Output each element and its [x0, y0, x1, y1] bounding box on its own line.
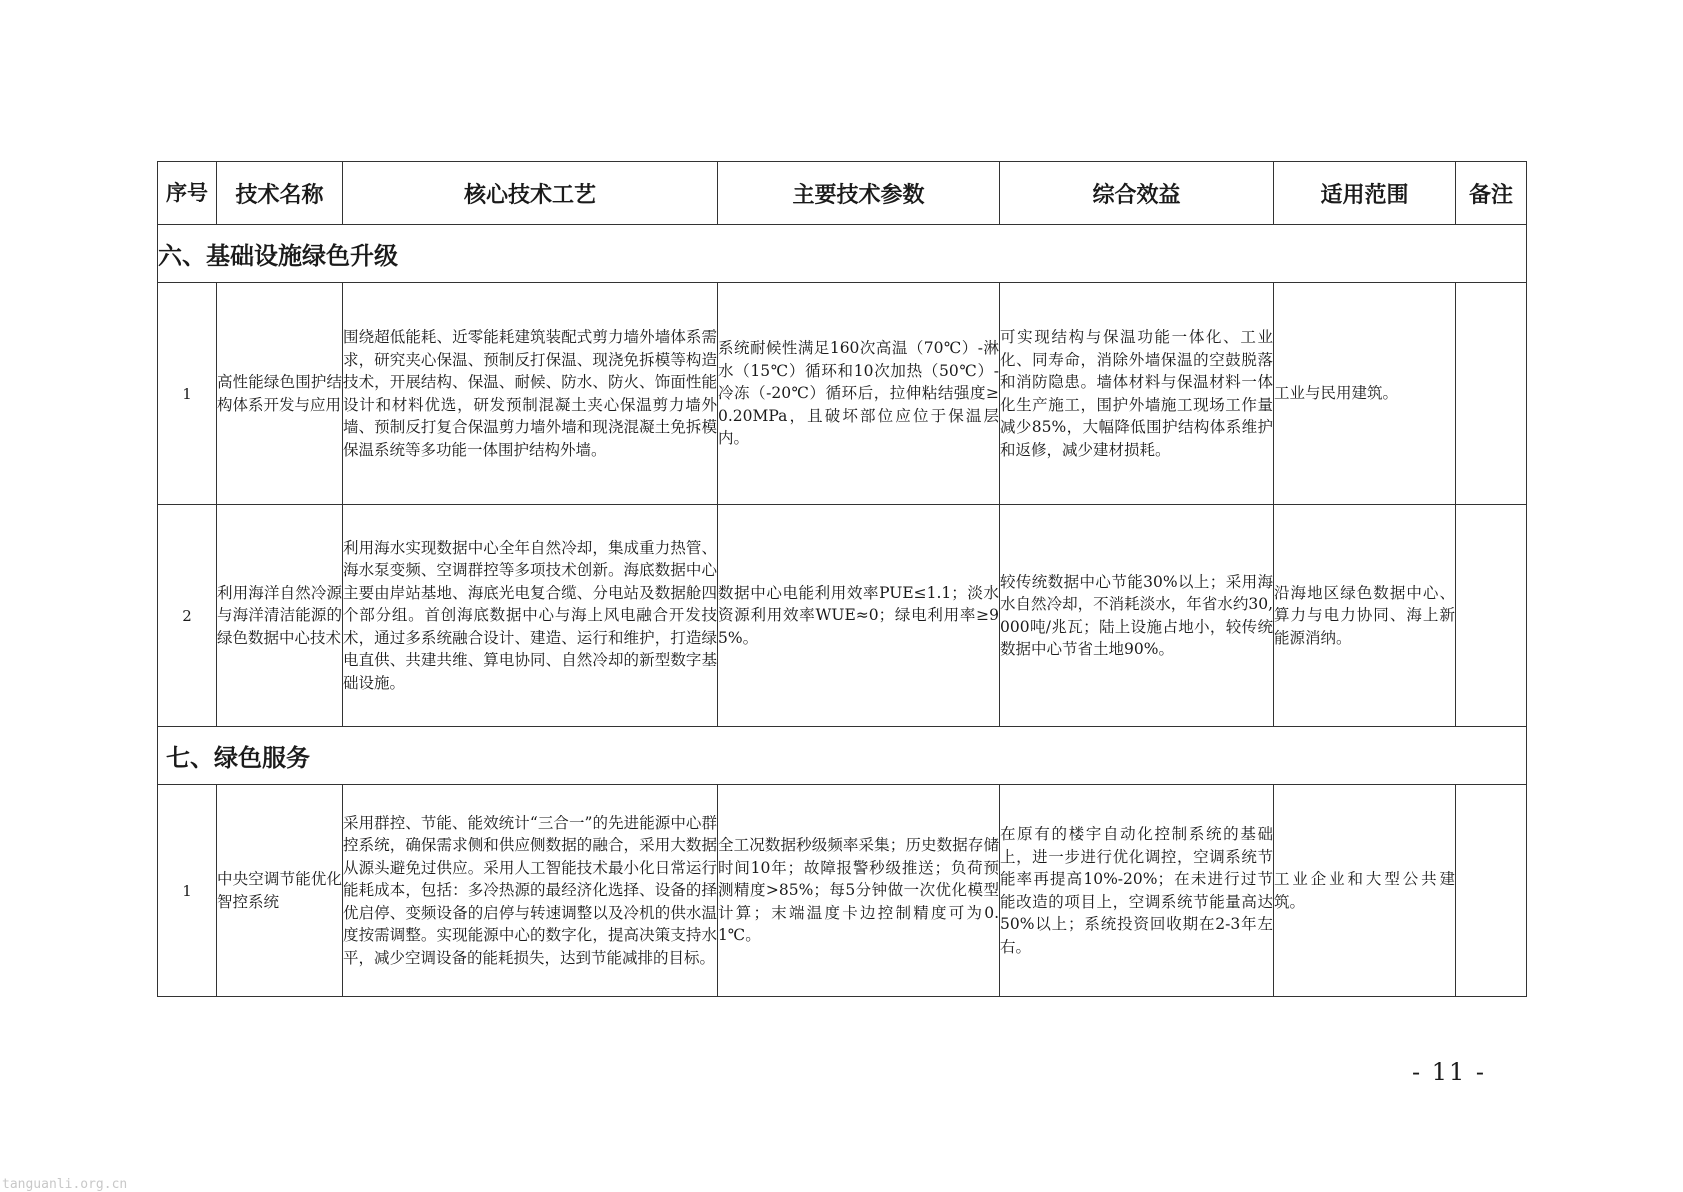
- overall-benefit: 可实现结构与保温功能一体化、工业化、同寿命，消除外墙保温的空鼓脱落和消防隐患。墙体材料与保温材料一体化生产施工，围护外墙施工现场工作量减少85%，大幅降低围护结构体系维护和返修，减少建材损耗。: [1000, 283, 1274, 505]
- tech-name: 中央空调节能优化智控系统: [217, 785, 343, 997]
- applicable-scope: 工业与民用建筑。: [1274, 283, 1456, 505]
- section-title: 七、绿色服务: [158, 727, 1527, 785]
- tech-catalog-table: [157, 161, 1527, 997]
- tech-name: 利用海洋自然冷源与海洋清洁能源的绿色数据中心技术: [217, 505, 343, 727]
- main-params: 系统耐候性满足160次高温（70℃）-淋水（15℃）循环和10次加热（50℃）-冷冻（-20℃）循环后，拉伸粘结强度≥0.20MPa，且破坏部位应位于保温层内。: [718, 283, 1000, 505]
- main-params: 全工况数据秒级频率采集；历史数据存储时间10年；故障报警秒级推送；负荷预测精度>85%；每5分钟做一次优化模型计算；末端温度卡边控制精度可为0.1℃。: [718, 785, 1000, 997]
- header-params: 主要技术参数: [718, 162, 1000, 225]
- table-header-row: [158, 162, 1527, 225]
- header-scope: 适用范围: [1274, 162, 1456, 225]
- row-number: 2: [158, 505, 217, 727]
- header-seq: 序号: [158, 162, 217, 225]
- section-row: [158, 225, 1527, 283]
- row-number: 1: [158, 785, 217, 997]
- applicable-scope: 工业企业和大型公共建筑。: [1274, 785, 1456, 997]
- header-process: 核心技术工艺: [343, 162, 718, 225]
- header-name: 技术名称: [217, 162, 343, 225]
- table-row: [158, 785, 1527, 997]
- table-row: [158, 283, 1527, 505]
- note-cell: [1456, 785, 1527, 997]
- page-number: - 11 -: [1412, 1058, 1487, 1086]
- main-params: 数据中心电能利用效率PUE≤1.1；淡水资源利用效率WUE≈0；绿电利用率≥95%。: [718, 505, 1000, 727]
- header-benefit: 综合效益: [1000, 162, 1274, 225]
- section-row: [158, 727, 1527, 785]
- overall-benefit: 较传统数据中心节能30%以上；采用海水自然冷却，不消耗淡水，年省水约30,000吨/兆瓦；陆上设施占地小，较传统数据中心节省土地90%。: [1000, 505, 1274, 727]
- core-process: 围绕超低能耗、近零能耗建筑装配式剪力墙外墙体系需求，研究夹心保温、预制反打保温、现浇免拆模等构造技术，开展结构、保温、耐候、防水、防火、饰面性能设计和材料优选，研发预制混凝土夹心保温剪力墙外墙、预制反打复合保温剪力墙外墙和现浇混凝土免拆模保温系统等多功能一体围护结构外墙。: [343, 283, 718, 505]
- tech-name: 高性能绿色围护结构体系开发与应用: [217, 283, 343, 505]
- applicable-scope: 沿海地区绿色数据中心、算力与电力协同、海上新能源消纳。: [1274, 505, 1456, 727]
- header-note: 备注: [1456, 162, 1527, 225]
- core-process: 采用群控、节能、能效统计“三合一”的先进能源中心群控系统，确保需求侧和供应侧数据的融合，采用大数据从源头避免过供应。采用人工智能技术最小化日常运行能耗成本，包括：多冷热源的最经济化选择、设备的择优启停、变频设备的启停与转速调整以及冷机的供水温度按需调整。实现能源中心的数字化，提高决策支持水平，减少空调设备的能耗损失，达到节能减排的目标。: [343, 785, 718, 997]
- row-number: 1: [158, 283, 217, 505]
- overall-benefit: 在原有的楼宇自动化控制系统的基础上，进一步进行优化调控，空调系统节能率再提高10%-20%；在未进行过节能改造的项目上，空调系统节能量高达50%以上；系统投资回收期在2-3年左右。: [1000, 785, 1274, 997]
- note-cell: [1456, 283, 1527, 505]
- table-row: [158, 505, 1527, 727]
- section-title: 六、基础设施绿色升级: [158, 225, 1527, 283]
- core-process: 利用海水实现数据中心全年自然冷却，集成重力热管、海水泵变频、空调群控等多项技术创新。海底数据中心主要由岸站基地、海底光电复合缆、分电站及数据舱四个部分组。首创海底数据中心与海上风电融合开发技术，通过多系统融合设计、建造、运行和维护，打造绿电直供、共建共维、算电协同、自然冷却的新型数字基础设施。: [343, 505, 718, 727]
- watermark: tanguanli.org.cn: [2, 1177, 128, 1192]
- note-cell: [1456, 505, 1527, 727]
